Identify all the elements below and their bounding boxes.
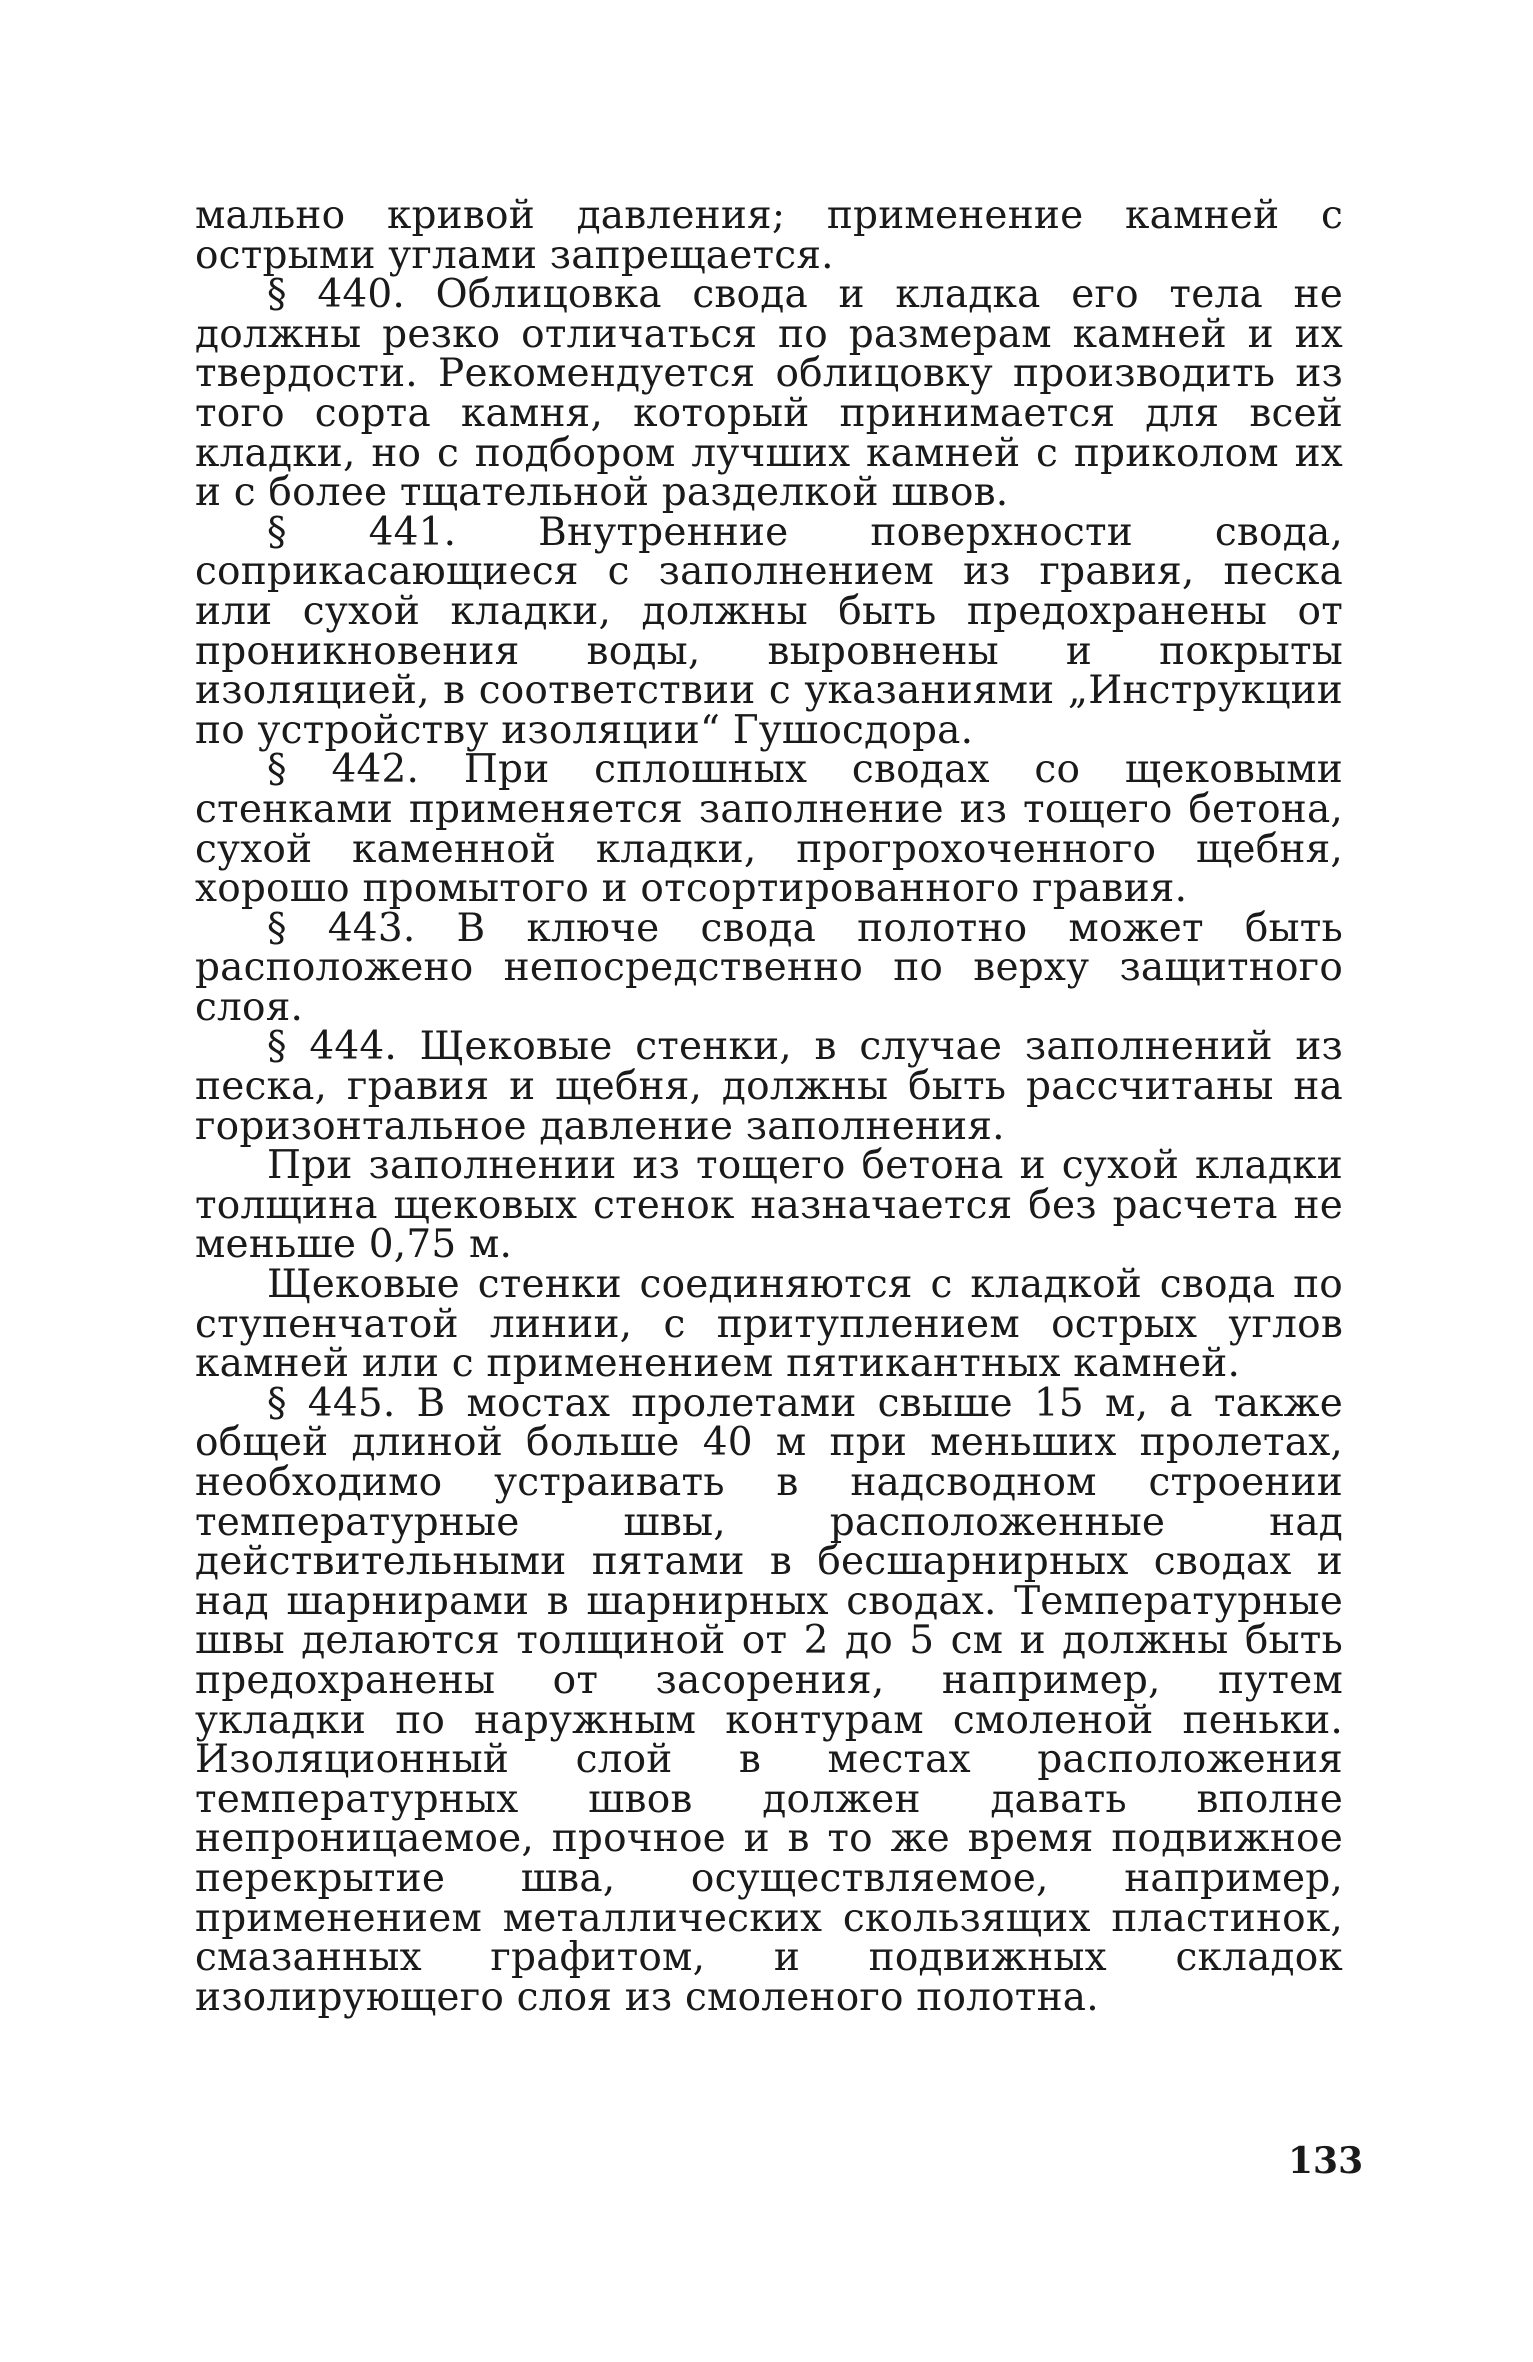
paragraph-440: § 440. Облицовка свода и кладка его тела не должны резко отличаться по размерам камней и их твердости. Рекомендуется облицовку производить из того сорта камня, который принимается для всей кладки, но с подбором лучших камней с приколом их и с более тщательной разделкой швов. — [195, 272, 1343, 516]
paragraph-442: § 442. При сплошных сводах со щековыми стенками применяется заполнение из тощего бетона, сухой каменной кладки, прогрохоченного щебня, хорошо промытого и отсортированного гравия. — [195, 747, 1343, 912]
paragraph-444: § 444. Щековые стенки, в случае заполнений из песка, гравия и щебня, должны быть рассчитаны на горизонтальное давление заполнения. — [195, 1024, 1343, 1149]
paragraph-445: § 445. В мостах пролетами свыше 15 м, а также общей длиной больше 40 м при меньших пролетах, необходимо устраивать в надсводном строении температурные швы, расположенные над действительными пятами в бесшарнирных сводах и над шарнирами в шарнирных сводах. Температурные швы делаются толщиной от 2 до 5 см и должны быть предохранены от засорения, например, путем укладки по наружным контурам смоленой пеньки. Изоляционный слой в местах расположения температурных швов должен давать вполне непроницаемое, прочное и в то же время подвижное перекрытие шва, осуществляемое, например, применением металлических скользящих пластинок, смазанных графитом, и подвижных складок изолирующего слоя из смоленого полотна. — [195, 1380, 1343, 2020]
page-number: 133 — [1288, 2140, 1364, 2182]
paragraph-443: § 443. В ключе свода полотно может быть расположено непосредственно по верху защитного слоя. — [195, 905, 1343, 1030]
paragraph-444-joining: Щековые стенки соединяются с кладкой свода по ступенчатой линии, с притуплением острых углов камней или с применением пятикантных камней. — [195, 1262, 1343, 1387]
document-body — [195, 193, 1343, 2020]
paragraph-444-lean-concrete: При заполнении из тощего бетона и сухой кладки толщина щековых стенок назначается без расчета не меньше 0,75 м. — [195, 1143, 1343, 1268]
paragraph-441: § 441. Внутренние поверхности свода, соприкасающиеся с заполнением из гравия, песка или сухой кладки, должны быть предохранены от проникновения воды, выровнены и покрыты изоляцией, в соответствии с указаниями „Инструкции по устройству изоляции“ Гушосдора. — [195, 509, 1343, 753]
paragraph-continuation: мально кривой давления; применение камней с острыми углами запрещается. — [195, 193, 1343, 278]
